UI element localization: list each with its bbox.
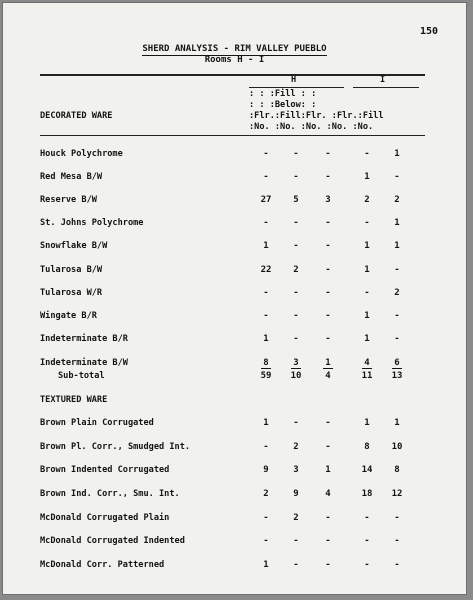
cell-value: 1 [263,241,269,251]
cell-value: 2 [394,288,400,298]
table-cell [316,172,340,182]
document-subtitle: Rooms H - I [204,55,265,65]
table-cell [316,358,340,368]
cell-value: - [263,149,269,159]
textured-ware-heading: TEXTURED WARE [40,395,108,405]
table-cell [385,149,409,159]
cell-value: 3 [293,358,299,368]
table-cell [355,560,379,570]
row-label: McDonald Corr. Patterned [40,560,165,570]
document-page [3,3,466,594]
cell-value: - [364,513,370,523]
cell-value: 1 [394,418,400,428]
table-cell [385,172,409,182]
cell-value: - [325,513,331,523]
table-cell [355,288,379,298]
cell-value: 9 [263,465,269,475]
cell-value: 10 [391,442,403,452]
table-cell [254,241,278,251]
subtotal-cell: 13 [391,371,403,381]
table-cell [254,536,278,546]
row-label: Houck Polychrome [40,149,123,159]
row-label: St. Johns Polychrome [40,218,144,228]
table-cell [254,195,278,205]
table-cell [355,536,379,546]
table-cell [284,465,308,475]
header-top-rule [40,74,425,76]
cell-value: 2 [364,195,370,205]
cell-value: 1 [364,241,370,251]
cell-value: 8 [364,442,370,452]
table-cell [385,288,409,298]
row-label: Indeterminate B/R [40,334,128,344]
table-cell [385,195,409,205]
table-cell [284,418,308,428]
cell-value: 12 [391,489,403,499]
document-title-text: SHERD ANALYSIS - RIM VALLEY PUEBLO [142,44,327,54]
table-cell [355,489,379,499]
table-cell [316,149,340,159]
table-cell [254,311,278,321]
cell-value: - [325,536,331,546]
table-cell [316,288,340,298]
cell-value: - [293,172,299,182]
row-label: Brown Plain Corrugated [40,418,154,428]
cell-value: - [364,536,370,546]
table-cell [385,241,409,251]
row-label: Wingate B/R [40,311,97,321]
cell-value: - [263,172,269,182]
group-h-label: H [291,75,297,85]
row-label: Snowflake B/W [40,241,108,251]
table-cell [284,334,308,344]
group-h-rule [249,87,344,88]
cell-value: - [394,334,400,344]
row-label: McDonald Corrugated Indented [40,536,185,546]
table-cell [316,465,340,475]
row-label: Red Mesa B/W [40,172,103,182]
cell-value: - [364,218,370,228]
table-cell [355,241,379,251]
cell-value: 3 [293,465,299,475]
row-label: Reserve B/W [40,195,97,205]
table-cell [385,513,409,523]
cell-value: - [293,560,299,570]
table-cell [254,489,278,499]
table-cell [385,442,409,452]
cell-value: 1 [325,358,331,368]
table-cell [355,149,379,159]
cell-value: - [325,265,331,275]
cell-value: - [263,288,269,298]
table-cell [316,513,340,523]
cell-value: - [325,218,331,228]
cell-value: 1 [263,418,269,428]
header-row-3: :Flr.:Fill:Flr. :Flr.:Fill [249,111,384,121]
cell-value: 1 [394,218,400,228]
table-cell [355,513,379,523]
group-i-rule [353,87,419,88]
table-cell [254,265,278,275]
cell-value: - [293,418,299,428]
cell-value: 22 [260,265,272,275]
cell-value: - [325,288,331,298]
table-cell [316,536,340,546]
cell-value: - [364,560,370,570]
table-cell [355,418,379,428]
cell-value: 5 [293,195,299,205]
table-cell [284,218,308,228]
header-bottom-rule [40,135,425,136]
table-cell [355,334,379,344]
cell-value: 18 [361,489,373,499]
row-label: Indeterminate B/W [40,358,128,368]
cell-value: - [394,513,400,523]
row-label: McDonald Corrugated Plain [40,513,170,523]
table-cell [316,241,340,251]
table-cell [355,172,379,182]
table-cell [254,513,278,523]
table-cell [254,288,278,298]
cell-value: - [394,311,400,321]
cell-value: 8 [263,358,269,368]
table-cell [316,442,340,452]
row-label: Brown Ind. Corr., Smu. Int. [40,489,180,499]
cell-value: - [263,536,269,546]
table-cell [254,358,278,368]
cell-value: 1 [394,149,400,159]
row-label: Brown Indented Corrugated [40,465,170,475]
cell-value: - [394,172,400,182]
table-cell [254,149,278,159]
table-cell [254,218,278,228]
table-cell [284,358,308,368]
cell-value: 2 [394,195,400,205]
cell-value: 6 [394,358,400,368]
cell-value: 1 [364,334,370,344]
cell-value: 1 [325,465,331,475]
subtotal-cell: 10 [290,371,302,381]
group-i-label: I [380,75,386,85]
table-cell [385,418,409,428]
header-row-4: :No. :No. :No. :No. :No. [249,122,374,132]
page-number: 150 [420,26,439,37]
table-cell [385,311,409,321]
cell-value: - [325,311,331,321]
table-cell [355,218,379,228]
table-cell [316,418,340,428]
cell-value: 8 [394,465,400,475]
cell-value: - [325,149,331,159]
table-cell [284,442,308,452]
table-cell [316,195,340,205]
table-cell [254,442,278,452]
document-title [3,44,466,54]
subtotal-cell: 11 [361,371,373,381]
cell-value: - [325,442,331,452]
cell-value: 27 [260,195,272,205]
table-cell [316,334,340,344]
row-label: Tularosa B/W [40,265,103,275]
table-cell [355,465,379,475]
table-cell [284,172,308,182]
table-cell [385,218,409,228]
table-cell [355,311,379,321]
table-cell [316,311,340,321]
cell-value: - [293,311,299,321]
table-cell [385,489,409,499]
cell-value: - [263,311,269,321]
cell-value: 1 [364,418,370,428]
cell-value: 2 [263,489,269,499]
table-cell [284,489,308,499]
table-cell [284,241,308,251]
cell-value: - [394,536,400,546]
table-cell [284,536,308,546]
table-cell [284,288,308,298]
table-cell [385,334,409,344]
subtotal-cell: 4 [325,371,331,381]
cell-value: 2 [293,265,299,275]
cell-value: 1 [364,311,370,321]
cell-value: - [263,218,269,228]
table-cell [316,265,340,275]
subtotal-label: Sub-total [58,371,105,381]
table-cell [355,265,379,275]
cell-value: - [263,513,269,523]
decorated-ware-heading: DECORATED WARE [40,111,113,121]
table-cell [385,536,409,546]
cell-value: 4 [364,358,370,368]
cell-value: - [325,172,331,182]
cell-value: - [293,218,299,228]
table-cell [284,265,308,275]
table-cell [254,465,278,475]
table-cell [316,218,340,228]
cell-value: 2 [293,442,299,452]
row-label: Brown Pl. Corr., Smudged Int. [40,442,191,452]
cell-value: - [293,334,299,344]
cell-value: - [325,334,331,344]
cell-value: - [293,149,299,159]
table-cell [254,334,278,344]
table-cell [355,195,379,205]
table-cell [284,311,308,321]
cell-value: - [364,288,370,298]
table-cell [284,560,308,570]
cell-value: - [293,241,299,251]
cell-value: - [364,149,370,159]
cell-value: - [325,241,331,251]
cell-value: - [325,418,331,428]
table-cell [316,489,340,499]
cell-value: 1 [263,560,269,570]
header-row-1: : : :Fill : : [249,89,317,99]
table-cell [385,465,409,475]
table-cell [254,560,278,570]
cell-value: 1 [364,172,370,182]
cell-value: - [293,536,299,546]
cell-value: 4 [325,489,331,499]
table-cell [385,358,409,368]
cell-value: - [263,442,269,452]
table-cell [284,149,308,159]
cell-value: 9 [293,489,299,499]
table-cell [254,172,278,182]
table-cell [284,195,308,205]
cell-value: 1 [263,334,269,344]
table-cell [284,513,308,523]
table-cell [316,560,340,570]
table-cell [355,442,379,452]
table-cell [385,265,409,275]
cell-value: 2 [293,513,299,523]
subtotal-cell: 59 [260,371,272,381]
cell-value: - [394,560,400,570]
cell-value: - [325,560,331,570]
cell-value: 1 [394,241,400,251]
cell-value: 3 [325,195,331,205]
row-label: Tularosa W/R [40,288,103,298]
cell-value: - [394,265,400,275]
cell-value: 14 [361,465,373,475]
table-cell [254,418,278,428]
header-row-2: : : :Below: : [249,100,317,110]
table-cell [385,560,409,570]
cell-value: - [293,288,299,298]
cell-value: 1 [364,265,370,275]
table-cell [355,358,379,368]
